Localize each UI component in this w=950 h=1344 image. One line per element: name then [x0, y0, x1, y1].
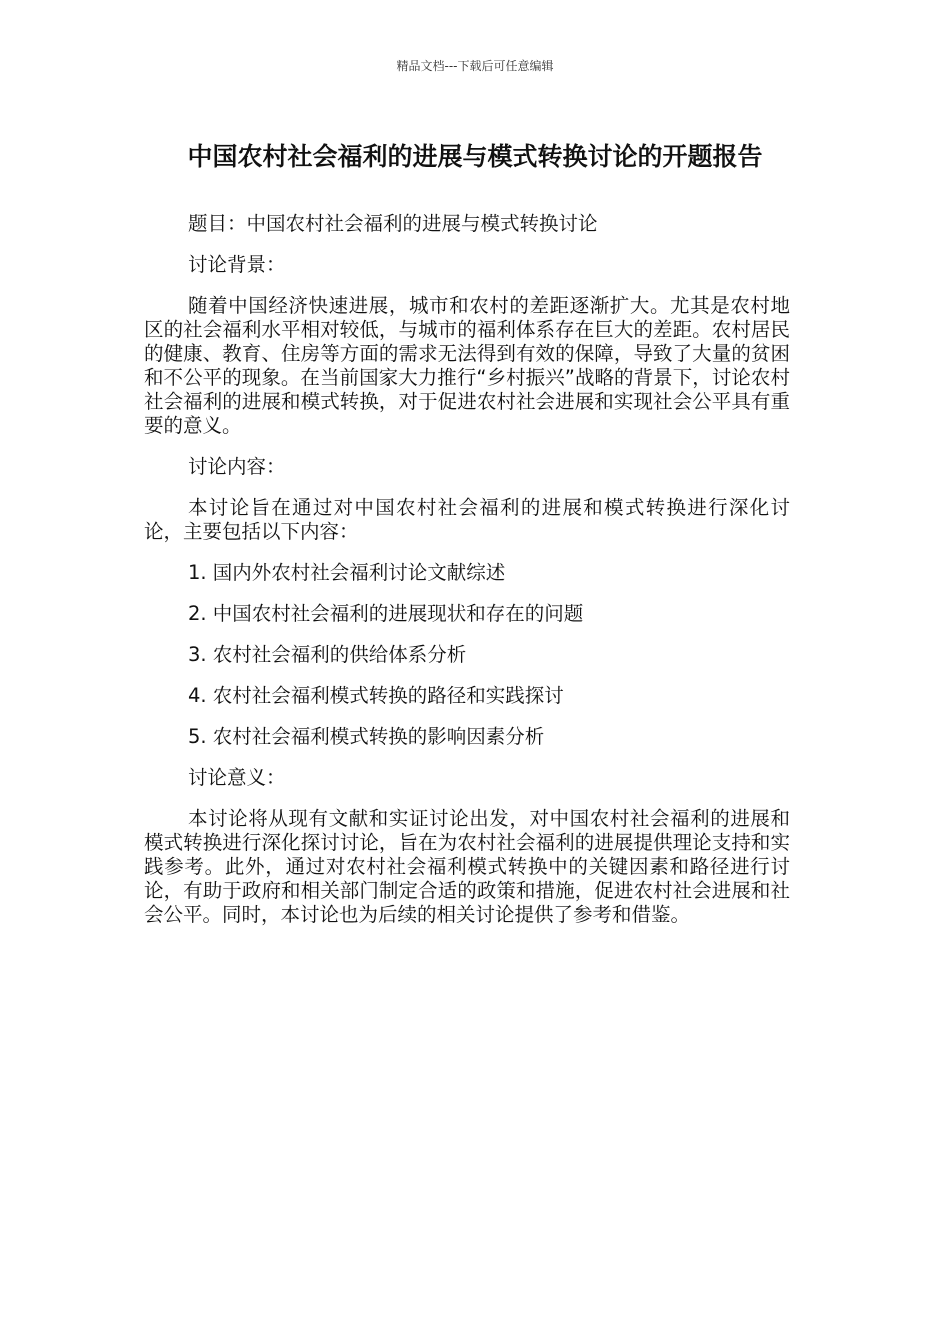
- topic-line: 题目：中国农村社会福利的进展与模式转换讨论: [188, 212, 598, 235]
- page-header-note: 精品文档---下载后可任意编辑: [396, 59, 554, 73]
- background-paragraph: 随着中国经济快速进展，城市和农村的差距逐渐扩大。尤其是农村地区的社会福利水平相对较低，与城市的福利体系存在巨大的差距。农村居民的健康、教育、住房等方面的需求无法得到有效的保障，导致了大量的贫困和不公平的现象。在当前国家大力推行“乡村振兴”战略的背景下，讨论农村社会福利的进展和模式转换，对于促进农村社会进展和实现社会公平具有重要的意义。: [144, 294, 790, 437]
- significance-heading: 讨论意义：: [188, 766, 286, 789]
- content-list-item: 3. 农村社会福利的供给体系分析: [188, 643, 467, 666]
- document-body: [144, 212, 790, 944]
- content-list-item: 4. 农村社会福利模式转换的路径和实践探讨: [188, 684, 564, 707]
- background-heading: 讨论背景：: [188, 253, 286, 276]
- document-title: 中国农村社会福利的进展与模式转换讨论的开题报告: [187, 142, 763, 171]
- content-heading: 讨论内容：: [188, 455, 286, 478]
- significance-paragraph: 本讨论将从现有文献和实证讨论出发，对中国农村社会福利的进展和模式转换进行深化探讨讨论，旨在为农村社会福利的进展提供理论支持和实践参考。此外，通过对农村社会福利模式转换中的关键因素和路径进行讨论，有助于政府和相关部门制定合适的政策和措施，促进农村社会进展和社会公平。同时，本讨论也为后续的相关讨论提供了参考和借鉴。: [144, 807, 790, 926]
- content-list-item: 5. 农村社会福利模式转换的影响因素分析: [188, 725, 545, 748]
- content-list-item: 2. 中国农村社会福利的进展现状和存在的问题: [188, 602, 584, 625]
- content-list-item: 1. 国内外农村社会福利讨论文献综述: [188, 561, 506, 584]
- content-intro: 本讨论旨在通过对中国农村社会福利的进展和模式转换进行深化讨论，主要包括以下内容：: [144, 496, 790, 543]
